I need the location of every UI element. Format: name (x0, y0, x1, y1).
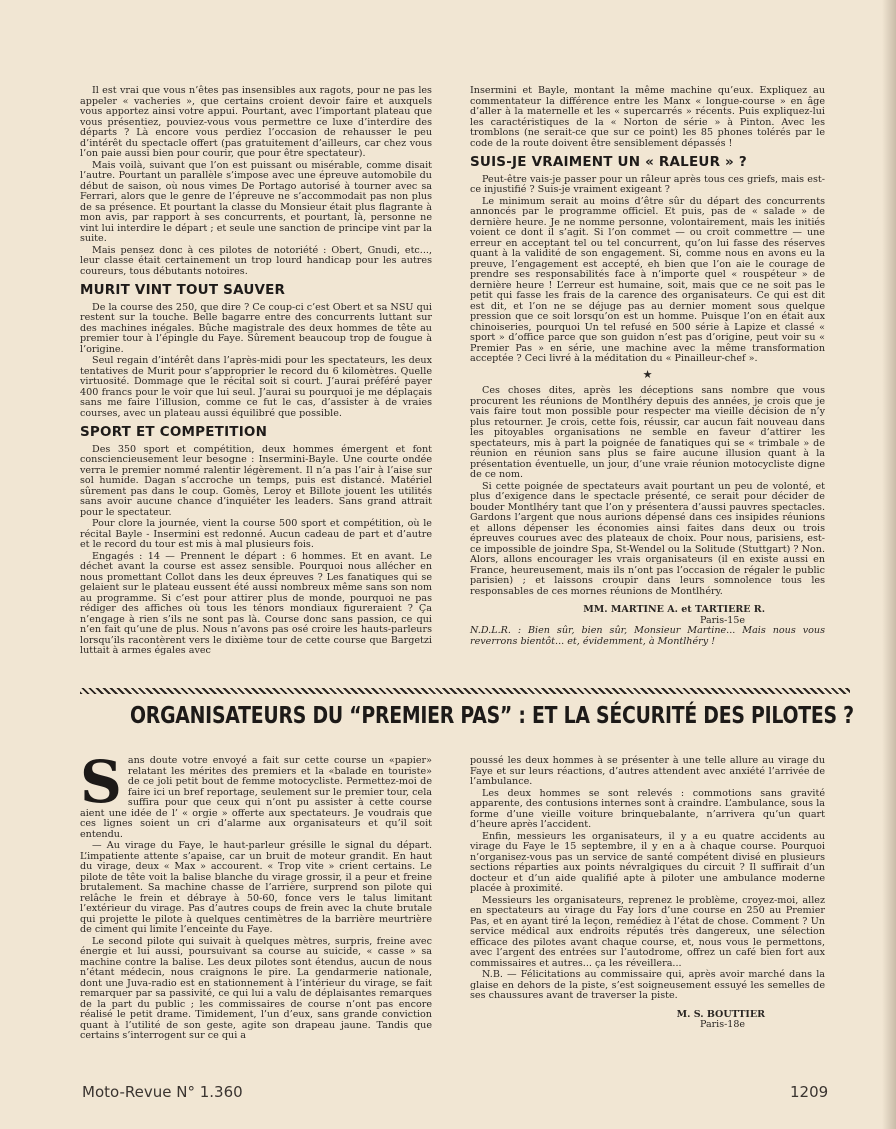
section-heading: SPORT ET COMPETITION (80, 424, 268, 440)
paragraph: Messieurs les organisateurs, reprenez le problème, croyez-moi, allez en spectateurs au virage du Fay lors d’une course en 250 au Premier Pas, et en ayant tiré la leçon, remédiez à l’état de chose. Comment ? Un service médical aux endroits réputés très dangereux, une sélection efficace des pilotes avant chaque course, et, nous vous le permettons, avec l’argent des entrées sur l’autodrome, offrez un café bien fort aux commissaires et autres... ça les réveillera... (470, 894, 825, 969)
paragraph: Si cette poignée de spectateurs avait pourtant un peu de volonté, et plus d’exigence dans le spectacle présenté, ce serait pour décider de bouder Montlhéry tant que l’on y présentera d’aussi pauvres spectacles. Gardons l’argent que nous aurions dépensé dans ces insipides réunions et allons dépenser les économies ainsi faites dans deux ou trois épreuves courues avec des plateaux de choix. Pour nous, parisiens, est-ce impossible de joindre Spa, St-Wendel ou la Solitude (Stuttgart) ? Non. Alors, allons encourager les vrais organisateurs (il en existe aussi en France, heureusement, mais ils n’ont pas l’occasion de régaler le public parisien) ; et laissons croupir dans leurs somnolence tous les responsables de ces mornes réunions de Montlhéry. (470, 480, 825, 597)
paragraph: Les deux hommes se sont relevés : commotions sans gravité apparente, des contusions internes sont à craindre. L’ambulance, sous la forme d’une vieille voiture brinquebalante, n’arrivera qu’un quart d’heure après l’accident. (470, 787, 825, 830)
paragraph: Le minimum serait au moins d’être sûr du départ des concurrents annoncés par le programme officiel. Et puis, pas de « salade » de dernière heure. Je ne nomme personne, volontairement, mais les initiés voient ce dont il s’agit. Si l’on commet — ou croit commettre — une erreur en acceptant tel ou tel concurrent, qu’on lui fasse des réserves quant à la validité de son engagement. Si, comme nous en avons eu la preuve, l’engagement est accepté, eh bien que l’on aie le courage de prendre ses responsabilités face à n’importe quel « rouspéteur » de dernière heure ! L’erreur est humaine, soit, mais que ce ne soit pas le petit qui fasse les frais de la carence des organisateurs. Ce qui est dit est dit, et l’on ne se déjuge pas au dernier moment sous quelque pression que ce soit lorsqu’on est un homme. Puisque l’on en était aux chinoiseries, pourquoi Un tel refusé en 500 série à Lapize et classé « sport » d’office parce que son guidon n’est pas d’origine, peut voir su « Premier Pas » en série, une machine avec la même transformation acceptée ? Ceci livré à la méditation du « Pinailleur-chef ». (470, 195, 825, 364)
section-heading: MURIT VINT TOUT SAUVER (80, 282, 286, 298)
paragraph: Engagés : 14 — Prennent le départ : 6 hommes. Et en avant. Le déchet avant la course est assez sensible. Pourquoi nous allécher en nous promettant Collot dans les deux épreuves ? Les fanatiques qui se gelaient sur le plateau eussent été aussi nombreux même sans son nom au programme. Si c’est pour attirer plus de monde, pourquoi ne pas rédiger des affiches où tous les ténors mondiaux figureraient ? Ça n’engage à rien s’ils ne sont pas là. Course donc sans passion, ce qui n’en fait qu’une de plus. Nous n’avons pas osé croire les hauts-parleurs lorsqu’ils racontèrent vers le dixième tour de cette course que Bargetzi luttait à armes égales avec (80, 550, 432, 656)
paragraph: Pour clore la journée, vient la course 500 sport et compétition, où le récital Bayle - Insermini est redonné. Aucun cadeau de part et d’autre et le record du tour est mis à mal plusieurs fois. (80, 518, 432, 550)
page-edge-shadow (882, 0, 896, 1129)
article1-left-column (80, 86, 432, 658)
paragraph: De la course des 250, que dire ? Ce coup-ci c’est Obert et sa NSU qui restent sur la touche. Belle bagarre entre des concurrents luttant sur des machines inégales. Bûche magistrale des deux hommes de tête au premier tour à l’épingle du Faye. Sûrement beaucoup trop de fougue à l’origine. (80, 301, 432, 355)
paragraph: Ces choses dites, après les déceptions sans nombre que vous procurent les réunions de Montlhéry depuis des années, je crois que je vais faire tout mon possible pour respecter ma vieille décision de n’y plus retourner. Je crois, cette fois, réussir, car aucun fait nouveau dans les pitoyables organisations ne semble en faveur d’attirer les spectateurs, mis à part la poignée de fanatiques qui se « trimbale » de réunion en réunion sans plus se faire aucune illusion quant à la présentation éventuelle, un jour, d’une vraie réunion motocycliste digne de ce nom. (470, 385, 825, 480)
article1-right-column (470, 86, 825, 648)
paragraph: N.B. — Félicitations au commissaire qui, après avoir marché dans la glaise en dehors de la piste, s’est soigneusement essuyé les semelles de ses chaussures avant de traverser la piste. (470, 969, 825, 1001)
paragraph: Des 350 sport et compétition, deux hommes émergent et font consciencieusement leur besogne : Insermini-Bayle. Une courte ondée verra le premier nommé ralentir légèrement. Il n’a pas l’air à l’aise sur sol humide. Dagan s’accroche un temps, puis est distancé. Matériel sûrement pas dans le coup. Gomès, Leroy et Billote jouent les utilités sans avoir aucune chance d’inquiéter les leaders. Sans grand attrait pour le spectateur. (80, 443, 432, 518)
paragraph: Enfin, messieurs les organisateurs, il y a eu quatre accidents au virage du Faye le 15 septembre, il y en a à chaque course. Pourquoi n’organisez-vous pas un service de santé compétent divisé en plusieurs sections réparties aux points névralgiques du circuit ? Il suffirait d’un docteur et d’un aide qualifié apte à piloter une ambulance moderne placée à proximité. (470, 830, 825, 894)
paragraph: Seul regain d’intérêt dans l’après-midi pour les spectateurs, les deux tentatives de Murit pour s’approprier le record du 6 kilomètres. Quelle virtuosité. Dommage que le récital soit si court. J’aurai préféré payer 400 francs pour le voir que lui seul. J’aurai su pourquoi je me déplaçais sans me faire l’illusion, comme ce fut le cas, d’assister à de vraies courses, avec un plateau aussi équilibré que possible. (80, 355, 432, 419)
signature-place: Paris-15e (699, 614, 745, 626)
editor-note: N.D.L.R. : Bien sûr, bien sûr, Monsieur Martine... Mais nous vous reverrons bientôt... et, évidemment, à Montlhéry ! (470, 625, 825, 647)
paragraph: poussé les deux hommes à se présenter à une telle allure au virage du Faye et sur leurs réactions, d’autres attendent avec anxiété l’arrivée de l’ambulance. (470, 755, 825, 787)
paragraph: Peut-être vais-je passer pour un râleur après tous ces griefs, mais est-ce injustifié ? Suis-je vraiment exigeant ? (470, 173, 825, 195)
star-separator-icon: ★ (642, 367, 653, 381)
paragraph: Insermini et Bayle, montant la même machine qu’eux. Expliquez au commentateur la différence entre les Manx « longue-course » en âge d’aller à la maternelle et les « supercarrés » récents. Puis expliquez-lui les caractéristiques de la « Norton de série » à Pinton. Avec les tromblons (ne serait-ce que sur ce point) les 85 phones tolérés par le code de la route doivent être sensiblement dépassés ! (470, 85, 825, 149)
signature: MM. MARTINE A. et TARTIERE R. (583, 604, 765, 615)
section-heading: SUIS-JE VRAIMENT UN « RALEUR » ? (470, 154, 747, 170)
paragraph: Il est vrai que vous n’êtes pas insensibles aux ragots, pour ne pas les appeler « vacheries », que certains croient devoir faire et auxquels vous apportez ainsi votre appui. Pourtant, avec l’important plateau que vous présentiez, pouviez-vous vous permettre ce luxe d’interdire des départs ? Là encore vous perdiez l’occasion de rehausser le peu d’intérêt du spectacle offert (pas gratuitement d’ailleurs, car chez vous l’on paie aussi bien pour courir, que pour être spectateur). (80, 85, 432, 159)
article2-headline: ORGANISATEURS DU “PREMIER PAS” : ET LA SÉCURITÉ DES PILOTES ? (130, 703, 854, 729)
signature: M. S. BOUTTIER (676, 1008, 765, 1020)
footer-page-number: 1209 (790, 1083, 829, 1101)
zigzag-divider (80, 688, 850, 694)
paragraph: ans doute votre envoyé a fait sur cette course un «papier» relatant les mérites des premiers et la «balade en touriste» de ce joli petit bout de femme motocycliste. Permettez-moi de faire ici un bref reportage, seulement sur le premier tour, cela suffira pour que ceux qui n’ont pu assister à cette course aient une idée de l’ « orgie » offerte aux spectateurs. Je voudrais que ces lignes soient un cri d’alarme aux organisateurs et qu’il soit entendu. (80, 755, 432, 840)
drop-cap: S (80, 748, 122, 816)
paragraph: Mais pensez donc à ces pilotes de notoriété : Obert, Gnudi, etc..., leur classe était certainement un trop lourd handicap pour les autres coureurs, tous débutants notoires. (80, 244, 432, 277)
paragraph: — Au virage du Faye, le haut-parleur grésille le signal du départ. L’impatiente attente s’apaise, car un bruit de moteur grandit. En haut du virage, deux « Max » accourent. « Trop vite » crient certains. Le pilote de tête voit la balise blanche du virage grossir, il a peur et freine brutalement. Sa machine chasse de l’arrière, surprend son pilote qui relâche le frein et débraye à 50-60, fonce vers le talus limitant l’extérieur du virage. Pas d’autres coups de frein avec la chute brutale qui projette le pilote à quelques centimètres de la barrière meurtrière de ciment qui limite l’enceinte du Faye. (80, 840, 432, 935)
paragraph: Mais voilà, suivant que l’on est puissant ou misérable, comme disait l’autre. Pourtant un parallèle s’impose avec une épreuve automobile du début de saison, où nous vimes De Portago autorisé à tourner avec sa Ferrari, alors que le genre de l’épreuve ne s’accommodait pas non plus de sa présence. Et pourtant la classe du Monsieur était plus flagrante à mon avis, par rapport à ses concurrents, et pourtant, là, personne ne vint lui interdire le départ ; et seule une sanction de principe vint par la suite. (80, 159, 432, 244)
article2-left-column (80, 748, 432, 1043)
article2-right-column (470, 756, 825, 1031)
signature-place: Paris-18e (699, 1019, 745, 1030)
paragraph: Le second pilote qui suivait à quelques mètres, surpris, freine avec énergie et lui aussi, poursuivant sa course au suicide, « casse » sa machine contre la balise. Les deux pilotes sont étendus, aucun de nous n’étant médecin, nous craignons le pire. La gendarmerie nationale, dont une Juva-radio est en stationnement à l’intérieur du virage, se fait remarquer par sa passivité, ce qui lui a valu de déplaisantes remarques de la part du public ; les commissaires de course n’ont pas encore réalisé le petit drame. Timidement, l’un d’eux, sans grande conviction quant à l’utilité de son geste, agite son drapeau jaune. Tandis que certains s’interrogent sur ce qui a (80, 935, 432, 1041)
footer-magazine-issue: Moto-Revue N° 1.360 (82, 1083, 243, 1101)
